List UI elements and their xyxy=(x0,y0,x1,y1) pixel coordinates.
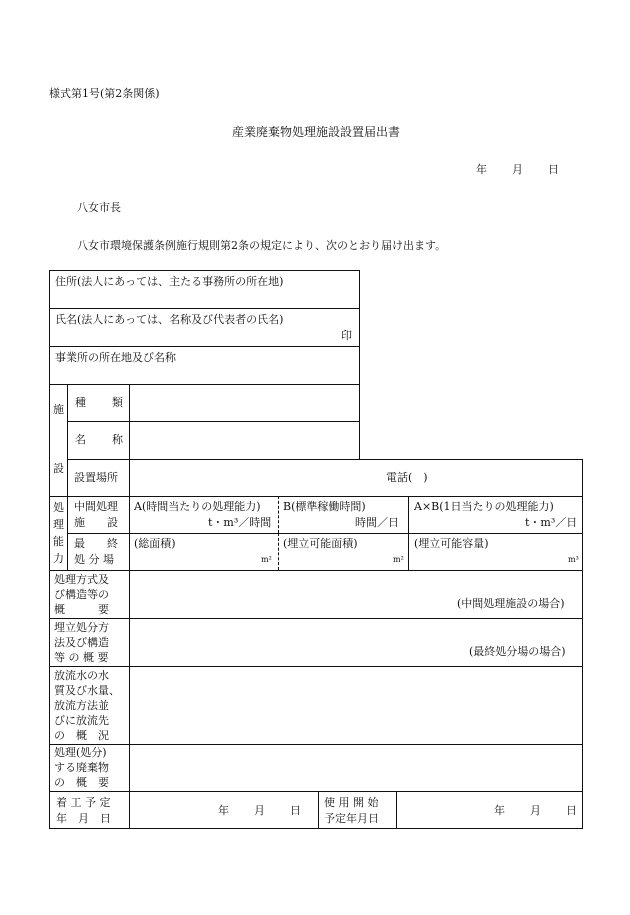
start-date-day: 日 xyxy=(290,804,301,817)
type-label xyxy=(75,395,123,411)
discharge-label-line: の 概 況 xyxy=(54,729,109,742)
intro-text: 八女市環境保護条例施行規則第2条の規定により、次のとおり届け出ます。 xyxy=(77,239,447,252)
name-label: 氏名(法人にあっては、名称及び代表者の氏名) xyxy=(55,313,284,326)
landfill-area-unit: m² xyxy=(393,555,404,564)
discharge-label-line: 放流方法並 xyxy=(54,699,109,712)
capacity-group-char: 能 xyxy=(53,535,64,548)
capacity-b-unit: 時間／日 xyxy=(355,516,399,529)
facility-name-label xyxy=(75,432,123,448)
landfill-label-line: 等 の 概 要 xyxy=(54,651,109,664)
use-date-year: 年 xyxy=(494,804,505,817)
date-day: 日 xyxy=(548,163,559,176)
method-label-line: 処理方式及 xyxy=(54,573,109,586)
landfill-volume-unit: m³ xyxy=(568,555,579,564)
landfill-area-label: (埋立可能面積) xyxy=(283,537,358,550)
area-unit: m² xyxy=(261,555,272,564)
method-note: (中間処理施設の場合) xyxy=(457,597,565,610)
start-date-month: 月 xyxy=(254,804,265,817)
facility-group-char: 設 xyxy=(53,462,64,475)
waste-label-line: 処理(処分) xyxy=(54,746,107,759)
capacity-group-char: 処 xyxy=(53,501,64,514)
type-label-char: 類 xyxy=(112,396,123,409)
landfill-note: (最終処分場の場合) xyxy=(469,645,566,658)
office-label: 事業所の所在地及び名称 xyxy=(55,351,176,364)
phone-field: 電話( ) xyxy=(386,471,428,484)
capacity-group-char: 理 xyxy=(53,518,64,531)
landfill-label-line: 埋立処分方 xyxy=(54,621,109,634)
discharge-label-line: びに放流先 xyxy=(54,714,109,727)
date-year: 年 xyxy=(476,163,487,176)
use-date-month: 月 xyxy=(530,804,541,817)
landfill-volume-label: (埋立可能容量) xyxy=(414,537,489,550)
type-label-char: 種 xyxy=(75,396,86,409)
capacity-a-label: A(時間当たりの処理能力) xyxy=(134,500,261,513)
intermediate-label-line: 施 設 xyxy=(74,516,118,529)
area-label: (総面積) xyxy=(134,537,176,550)
name-label-char: 称 xyxy=(112,433,123,446)
capacity-c-unit: t・m³／日 xyxy=(525,516,578,529)
address-label: 住所(法人にあっては、主たる事務所の所在地) xyxy=(55,275,284,288)
date-month: 月 xyxy=(512,163,523,176)
capacity-group-char: 力 xyxy=(53,552,64,565)
start-label-line: 着 工 予 定 xyxy=(56,796,111,809)
use-label-line: 予定年月日 xyxy=(324,812,379,825)
intermediate-label-line: 中間処理 xyxy=(74,500,118,513)
capacity-c-label: A×B(1日当たりの処理能力) xyxy=(414,500,554,513)
discharge-label-line: 質及び水量、 xyxy=(54,684,120,697)
use-label-line: 使 用 開 始 xyxy=(324,796,379,809)
page-title: 産業廃棄物処理施設設置届出書 xyxy=(232,125,401,139)
final-label-line: 最 終 xyxy=(74,537,118,550)
addressee: 八女市長 xyxy=(77,201,121,214)
final-label-line: 処 分 場 xyxy=(74,553,114,566)
facility-group-char: 施 xyxy=(53,403,64,416)
form-number: 様式第1号(第2条関係) xyxy=(49,87,160,100)
discharge-label-line: 放流水の水 xyxy=(54,669,109,682)
landfill-label-line: 法及び構造 xyxy=(54,636,109,649)
use-date-day: 日 xyxy=(566,804,577,817)
method-label-line: び構造等の xyxy=(54,588,109,601)
start-label-line: 年 月 日 xyxy=(56,812,111,825)
capacity-a-unit: t・m³／時間 xyxy=(208,516,272,529)
seal-mark: 印 xyxy=(341,329,352,342)
start-date-year: 年 xyxy=(218,804,229,817)
waste-label-line: する廃棄物 xyxy=(54,761,109,774)
capacity-b-label: B(標準稼働時間) xyxy=(283,500,366,513)
waste-label-line: の 概 要 xyxy=(54,776,109,789)
method-label-line: 概 要 xyxy=(54,603,109,616)
name-label-char: 名 xyxy=(75,433,86,446)
location-label: 設置場所 xyxy=(74,471,118,484)
